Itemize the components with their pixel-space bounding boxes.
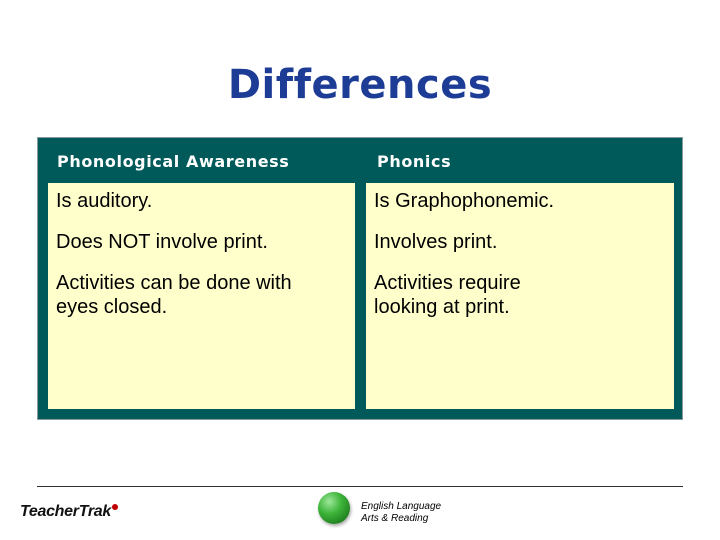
teachertrak-logo (20, 503, 118, 521)
table-cell: Activities can be done with eyes closed. (56, 272, 292, 318)
green-ball-icon (318, 492, 350, 524)
table-cell: Is auditory. (56, 190, 153, 212)
column-header-phonological-awareness: Phonological Awareness (57, 152, 290, 171)
program-label-line2: Arts & Reading (361, 513, 429, 524)
column-panel-phonics (366, 183, 674, 409)
column-header-phonics: Phonics (377, 152, 452, 171)
table-cell: Does NOT involve print. (56, 231, 268, 253)
table-cell: Involves print. (374, 231, 498, 253)
logo-text-trak: Trak (78, 503, 111, 520)
comparison-table (37, 137, 683, 420)
slide-title: Differences (227, 62, 493, 108)
logo-text-teacher: Teacher (20, 503, 79, 520)
table-cell: Activities require looking at print. (374, 272, 521, 318)
program-label (361, 501, 441, 525)
logo-dot-icon (112, 504, 118, 510)
program-label-line1: English Language (361, 501, 442, 512)
footer-divider (37, 486, 683, 487)
column-panel-phonological-awareness (48, 183, 355, 409)
table-cell: Is Graphophonemic. (374, 190, 555, 212)
